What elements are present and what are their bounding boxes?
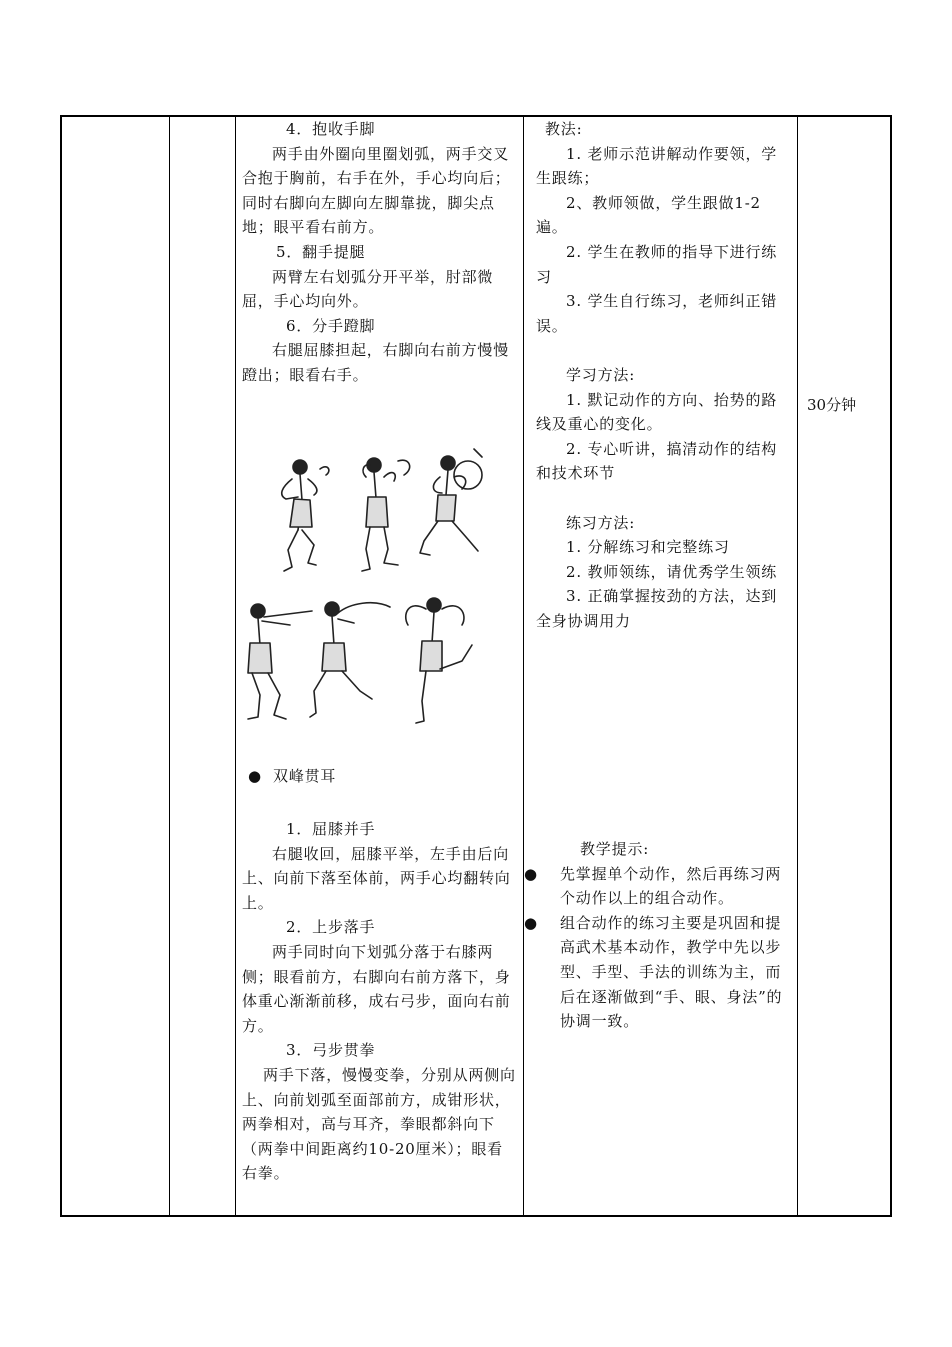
teach-item-1: 1. 老师示范讲解动作要领，学生跟练；	[536, 144, 778, 188]
teach-title: 教法:	[545, 120, 583, 138]
section-title-4: 4．抱收手脚	[286, 120, 376, 138]
empty-cell-col2	[170, 117, 235, 1215]
tips-title: 教学提示:	[580, 840, 650, 858]
figure-1	[282, 460, 329, 571]
learn-item-2: 2. 专心听讲，搞清动作的结构和技术环节	[536, 439, 778, 483]
tip-text-1: 先掌握单个动作，然后再练习两个动作以上的组合动作。	[560, 864, 782, 908]
lesson-plan-table	[60, 115, 892, 1217]
tip-text-2: 组合动作的练习主要是巩固和提高武术基本动作，教学中先以步型、手型、手法的训练为主，而后在逐渐做到“手、眼、身法”的协调一致。	[560, 913, 783, 1031]
column-divider	[235, 117, 236, 1215]
teach-item-4: 3. 学生自行练习，老师纠正错误。	[536, 292, 778, 335]
move-step-title-3: 3．弓步贯拳	[286, 1041, 376, 1060]
teach-item-3: 2. 学生在教师的指导下进行练习	[536, 242, 778, 286]
time-cell	[798, 117, 892, 1215]
empty-cell-col1	[62, 117, 169, 1215]
bullet-icon: ●	[524, 864, 538, 883]
section-text-5: 两臂左右划弧分开平举，肘部微屈，手心均向外。	[242, 267, 494, 311]
movement-content-cell	[242, 117, 518, 1215]
bullet-icon: ●	[524, 913, 538, 932]
move-step-text-1: 右腿收回，屈膝平举，左手由后向上、向前下落至体前，两手心均翻转向上。	[242, 844, 511, 912]
tip-item-2	[524, 911, 786, 1034]
practice-item-1: 1. 分解练习和完整练习	[566, 538, 730, 557]
figure-6	[406, 598, 472, 723]
section-title-5: 5．翻手提腿	[276, 242, 366, 261]
figure-3	[420, 449, 482, 555]
practice-item-2: 2. 教师领练，请优秀学生领练	[566, 562, 778, 581]
move-step-title-1: 1．屈膝并手	[286, 820, 376, 838]
column-divider	[523, 117, 524, 1215]
learn-title: 学习方法:	[566, 365, 636, 384]
figure-5	[310, 602, 390, 717]
duration-text: 30分钟	[807, 396, 857, 414]
bullet-icon: ●	[248, 767, 262, 785]
tip-item-1	[524, 862, 786, 911]
move-name: 双峰贯耳	[273, 767, 337, 785]
move-name-line	[242, 764, 518, 789]
section-text-4: 两手由外圈向里圈划弧，两手交叉合抱于胸前，右手在外，手心均向后；同时右脚向左脚向左脚靠拢，脚尖点地；眼平看右前方。	[242, 144, 511, 237]
learn-item-1: 1. 默记动作的方向、抬势的路线及重心的变化。	[536, 390, 778, 434]
figure-2	[362, 458, 410, 571]
move-step-title-2: 2．上步落手	[286, 918, 376, 937]
practice-title: 练习方法:	[566, 513, 636, 532]
figure-4	[248, 604, 312, 719]
practice-item-3: 3. 正确掌握按劲的方法，达到全身协调用力	[536, 587, 778, 630]
section-title-6: 6．分手蹬脚	[286, 316, 376, 335]
move-step-text-2: 两手同时向下划弧分落于右膝两侧；眼看前方，右脚向右前方落下，身体重心渐渐前移，成右弓步，面向右前方。	[242, 942, 511, 1035]
teaching-method-cell	[524, 117, 792, 1215]
teach-item-2: 2、教师领做，学生跟做1-2遍。	[536, 193, 761, 237]
taichi-movement-illustration	[240, 445, 516, 745]
section-text-6: 右腿屈膝担起，右脚向右前方慢慢蹬出；眼看右手。	[242, 341, 510, 384]
move-step-text-3: 两手下落，慢慢变拳，分别从两侧向上、向前划弧至面部前方，成钳形状，两拳相对，高与耳齐，拳眼都斜向下（两拳中间距离约10-20厘米）；眼看右拳。	[242, 1065, 516, 1183]
